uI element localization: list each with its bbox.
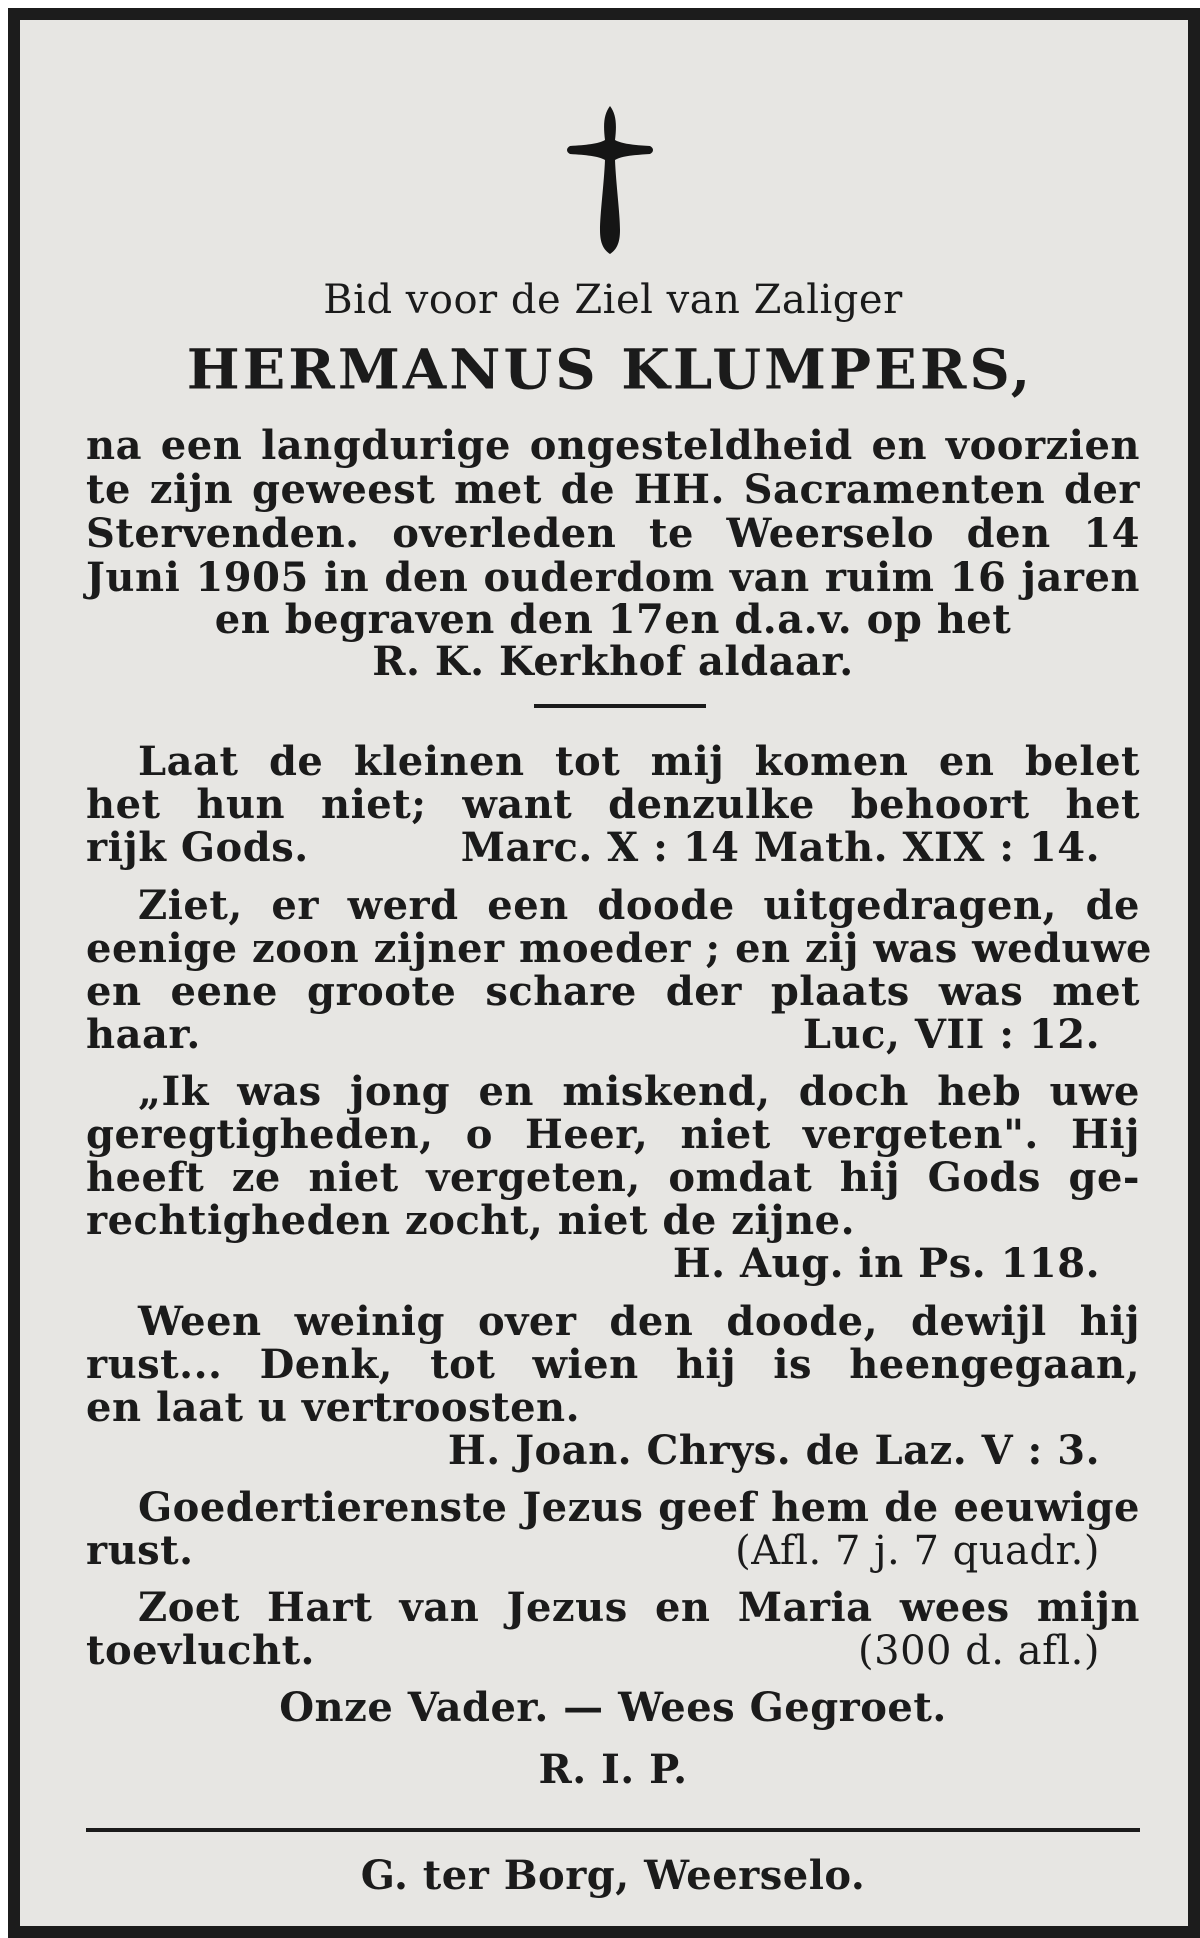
verse-6-line-2: toevlucht. — [86, 1627, 315, 1674]
verse-2-line-4: haar. — [86, 1011, 201, 1058]
verse-1-line-3: rijk Gods. — [86, 824, 309, 871]
verse-4-line-2: rust... Denk, tot wien hij is heengegaan, — [86, 1341, 1140, 1388]
printer-imprint: G. ter Borg, Weerselo. — [360, 1852, 866, 1899]
memorial-card — [8, 8, 1200, 1938]
verse-3-reference: H. Aug. in Ps. 118. — [672, 1240, 1100, 1287]
verse-3-line-4: rechtigheden zocht, niet de zijne. — [86, 1197, 856, 1244]
verse-2-reference: Luc, VII : 12. — [802, 1011, 1100, 1058]
verse-5-line-1: Goedertierenste Jezus geef hem de eeuwige — [138, 1484, 1140, 1531]
announcement-line-5: en begraven den 17en d.a.v. op het — [214, 596, 1012, 643]
verse-1-reference: Marc. X : 14 Math. XIX : 14. — [460, 824, 1100, 871]
verse-6-indulgence: (300 d. afl.) — [858, 1628, 1100, 1674]
announcement-line-1: na een langdurige ongesteldheid en voorzien — [86, 422, 1140, 469]
closing-prayers: Onze Vader. — Wees Gegroet. — [279, 1684, 947, 1731]
verse-4-line-3: en laat u vertroosten. — [86, 1384, 581, 1431]
verse-5-indulgence: (Afl. 7 j. 7 quadr.) — [735, 1528, 1100, 1574]
verse-1-line-1: Laat de kleinen tot mij komen en belet — [138, 738, 1140, 785]
verse-5-line-2: rust. — [86, 1527, 194, 1574]
card-content — [20, 20, 1188, 1926]
divider-long — [86, 1828, 1140, 1832]
verse-3-line-2: geregtigheden, o Heer, niet vergeten". Hij — [86, 1111, 1140, 1158]
verse-3-line-3: heeft ze niet vergeten, omdat hij Gods ge- — [86, 1154, 1140, 1201]
verse-4-line-1: Ween weinig over den doode, dewijl hij — [138, 1298, 1140, 1345]
verse-2-line-3: en eene groote schare der plaats was met — [86, 968, 1140, 1015]
verse-2-line-2: eenige zoon zijner moeder ; en zij was weduwe — [86, 925, 1152, 972]
verse-2-line-1: Ziet, er werd een doode uitgedragen, de — [138, 882, 1140, 929]
deceased-name: HERMANUS KLUMPERS, — [186, 337, 1034, 403]
verse-4-reference: H. Joan. Chrys. de Laz. V : 3. — [447, 1427, 1100, 1474]
verse-3-line-1: „Ik was jong en miskend, doch heb uwe — [138, 1068, 1140, 1115]
announcement-line-2: te zijn geweest met de HH. Sacramenten der — [86, 466, 1140, 513]
divider-short — [534, 704, 706, 708]
latin-cross-icon — [560, 104, 660, 254]
rip-inscription: R. I. P. — [538, 1746, 688, 1793]
announcement-line-6: R. K. Kerkhof aldaar. — [372, 638, 854, 685]
prayer-heading: Bid voor de Ziel van Zaliger — [323, 277, 903, 323]
verse-1-line-2: het hun niet; want denzulke behoort het — [86, 781, 1140, 828]
announcement-line-3: Stervenden. overleden te Weerselo den 14 — [86, 510, 1140, 557]
announcement-line-4: Juni 1905 in den ouderdom van ruim 16 jaren — [86, 554, 1140, 601]
verse-6-line-1: Zoet Hart van Jezus en Maria wees mijn — [138, 1584, 1140, 1631]
